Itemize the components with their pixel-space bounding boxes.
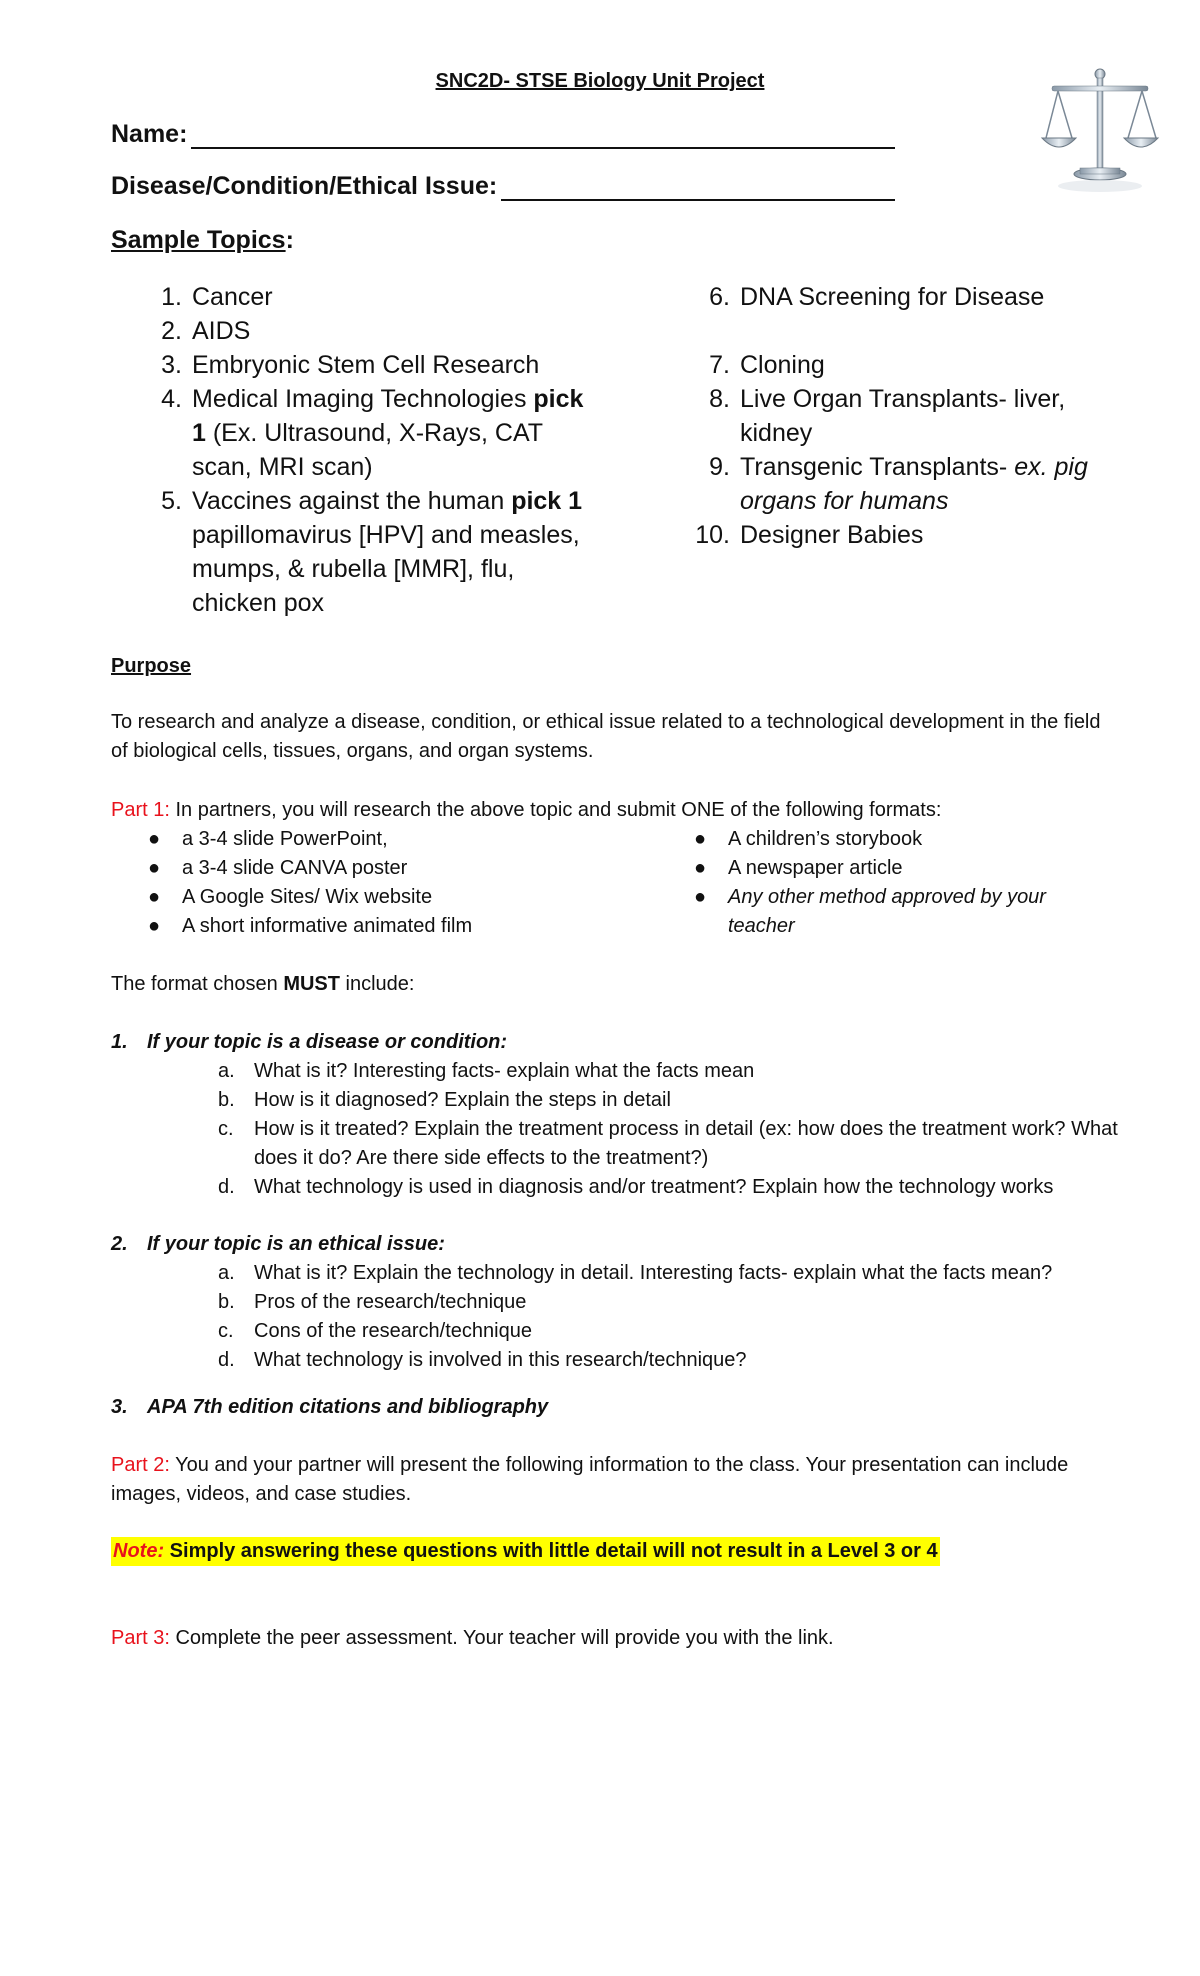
list-item: d. What technology is used in diagnosis and/or treatment? Explain how the technology works [218, 1176, 1054, 1198]
list-item: d. What technology is involved in this research/technique? [218, 1349, 747, 1371]
name-label: Name: [111, 120, 188, 148]
part1-text: In partners, you will research the above topic and submit ONE of the following formats: [169, 799, 942, 821]
note-label: Note: [113, 1540, 165, 1562]
bullet-icon: ● [694, 886, 707, 908]
list-item: 7. Cloning [709, 351, 825, 379]
part1-paragraph [111, 796, 1121, 825]
section3-heading: 3. APA 7th edition citations and bibliography [111, 1396, 549, 1418]
list-item: c. How is it treated? Explain the treatment process in detail (ex: how does the treatment work? What does it do? Are there side effects to the treatment?) [218, 1118, 1118, 1169]
purpose-heading: Purpose [111, 655, 192, 677]
topics-right-column [688, 280, 1108, 552]
note-highlight [111, 1537, 940, 1566]
issue-label: Disease/Condition/Ethical Issue: [111, 172, 498, 200]
part2-label: Part 2: [111, 1454, 170, 1476]
section2-list [218, 1259, 1168, 1375]
sample-topics-colon: : [285, 226, 294, 254]
section2-heading: 2. If your topic is an ethical issue: [111, 1233, 445, 1255]
list-item: 1. Cancer [161, 283, 273, 311]
formats-left-list [148, 825, 668, 941]
name-underline [191, 123, 895, 149]
sample-topics-label: Sample Topics [111, 226, 286, 254]
bullet-icon: ● [148, 828, 161, 850]
section1-heading: 1. If your topic is a disease or condition: [111, 1031, 508, 1053]
list-item: ● A children’s storybook [694, 825, 1094, 854]
list-item: ● A newspaper article [694, 854, 1094, 883]
balance-scale-icon [1040, 66, 1160, 196]
list-item: 9. Transgenic Transplants- ex. pig organs for humans [709, 453, 1088, 515]
format-requirement: The format chosen MUST include: [111, 973, 415, 995]
list-item: ● Any other method approved by your teacher [694, 883, 1094, 941]
topics-left-column [140, 280, 600, 620]
bullet-icon: ● [148, 915, 161, 937]
list-item: 4. Medical Imaging Technologies pick 1 (Ex. Ultrasound, X-Rays, CAT scan, MRI scan) [161, 385, 584, 481]
sample-topics-heading [111, 226, 294, 255]
note-text: Simply answering these questions with little detail will not result in a Level 3 or 4 [164, 1540, 938, 1562]
list-item: 3. Embryonic Stem Cell Research [161, 351, 540, 379]
name-field [111, 120, 895, 149]
list-item: a. What is it? Explain the technology in detail. Interesting facts- explain what the facts mean? [218, 1262, 1053, 1284]
list-item: 5. Vaccines against the human pick 1 papillomavirus [HPV] and measles, mumps, & rubella [MMR], flu, chicken pox [161, 487, 583, 617]
list-item: a. What is it? Interesting facts- explain what the facts mean [218, 1060, 755, 1082]
list-item: ● A Google Sites/ Wix website [148, 883, 668, 912]
page-title: SNC2D- STSE Biology Unit Project [435, 70, 765, 92]
list-item: ● a 3-4 slide PowerPoint, [148, 825, 668, 854]
list-item: ● A short informative animated film [148, 912, 668, 941]
list-item: b. How is it diagnosed? Explain the steps in detail [218, 1089, 671, 1111]
section1-list [218, 1057, 1138, 1202]
part1-label: Part 1: [111, 799, 170, 821]
part2-paragraph [111, 1451, 1121, 1509]
bullet-icon: ● [148, 857, 161, 879]
list-item: ● a 3-4 slide CANVA poster [148, 854, 668, 883]
bullet-icon: ● [694, 857, 707, 879]
list-item: c. Cons of the research/technique [218, 1320, 532, 1342]
list-item: 2. AIDS [161, 317, 251, 345]
part3-paragraph [111, 1624, 834, 1653]
list-item: b. Pros of the research/technique [218, 1291, 527, 1313]
issue-underline [501, 175, 895, 201]
list-item: 10. Designer Babies [695, 521, 924, 549]
bullet-icon: ● [694, 828, 707, 850]
list-item: 8. Live Organ Transplants- liver, kidney [709, 385, 1066, 447]
issue-field [111, 172, 895, 201]
list-item: 6. DNA Screening for Disease [709, 283, 1045, 311]
part3-label: Part 3: [111, 1627, 170, 1649]
purpose-text: To research and analyze a disease, condition, or ethical issue related to a technological development in the field of biological cells, tissues, organs, and organ systems. [111, 711, 1101, 762]
formats-right-list [694, 825, 1094, 941]
part2-text: You and your partner will present the following information to the class. Your presentation can include images, videos, and case studies. [111, 1454, 1069, 1505]
part3-text: Complete the peer assessment. Your teacher will provide you with the link. [169, 1627, 834, 1649]
bullet-icon: ● [148, 886, 161, 908]
